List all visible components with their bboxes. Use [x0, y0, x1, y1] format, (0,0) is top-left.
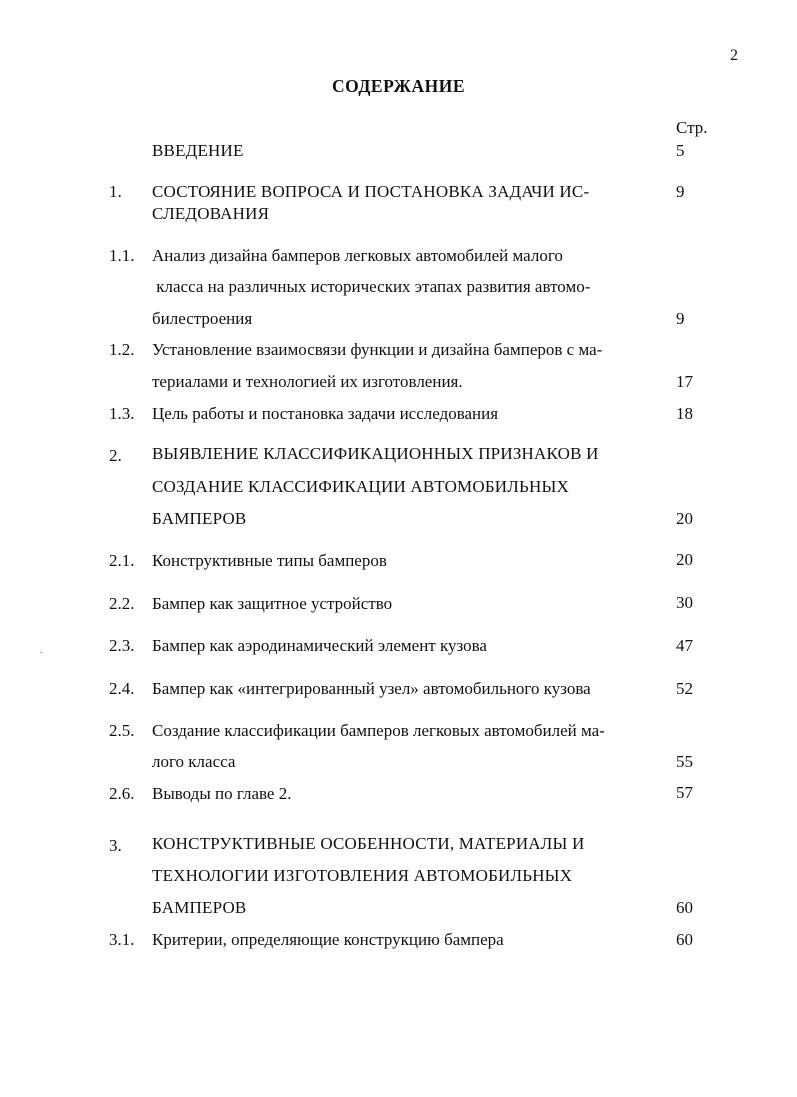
toc-entry-text: КОНСТРУКТИВНЫЕ ОСОБЕННОСТИ, МАТЕРИАЛЫ И	[152, 834, 585, 853]
toc-entry-text: Установление взаимосвязи функции и дизайна бамперов с ма-	[152, 340, 603, 359]
toc-entry-number: 2.1.	[109, 551, 135, 570]
toc-entry-text: билестроения	[152, 309, 253, 328]
toc-entry-text: Выводы по главе 2.	[152, 784, 292, 803]
toc-entry-text: БАМПЕРОВ	[152, 898, 247, 917]
toc-entry-text: БАМПЕРОВ	[152, 509, 247, 528]
toc-entry-text: Цель работы и постановка задачи исследования	[152, 404, 499, 423]
toc-entry-text: СОСТОЯНИЕ ВОПРОСА И ПОСТАНОВКА ЗАДАЧИ ИС-	[152, 182, 590, 201]
toc-entry-text: Бампер как аэродинамический элемент кузова	[152, 636, 487, 655]
toc-entry-number: 2.5.	[109, 721, 135, 740]
toc-entry-text: Создание классификации бамперов легковых автомобилей ма-	[152, 721, 605, 740]
toc-entry-number: 2.6.	[109, 784, 135, 803]
toc-entry-number: 3.	[109, 836, 122, 855]
toc-entry-text: Бампер как «интегрированный узел» автомобильного кузова	[152, 679, 591, 698]
toc-entry-number: 2.3.	[109, 636, 135, 655]
toc-entry-page: 5	[676, 141, 685, 160]
toc-entry-text: класса на различных исторических этапах развития автомо-	[152, 277, 591, 296]
toc-entry-number: 2.4.	[109, 679, 135, 698]
toc-entry-page: 17	[676, 372, 693, 391]
page-title: СОДЕРЖАНИЕ	[331, 76, 465, 96]
toc-entry-page: 57	[676, 783, 693, 802]
toc-entry-page: 60	[676, 930, 693, 949]
toc-entry-number: 2.2.	[109, 594, 135, 613]
toc-entry-page: 9	[676, 182, 685, 201]
toc-entry-page: 60	[676, 898, 693, 917]
toc-entry-text: ТЕХНОЛОГИИ ИЗГОТОВЛЕНИЯ АВТОМОБИЛЬНЫХ	[152, 866, 573, 885]
toc-entry-number: 3.1.	[109, 930, 135, 949]
toc-entry-text: Конструктивные типы бамперов	[152, 551, 387, 570]
toc-entry-text: Критерии, определяющие конструкцию бампера	[152, 930, 504, 949]
toc-entry-page: 55	[676, 752, 693, 771]
toc-entry-page: 20	[676, 509, 693, 528]
toc-entry-page: 47	[676, 636, 693, 655]
toc-entry-page: 30	[676, 593, 693, 612]
toc-entry-text: Бампер как защитное устройство	[152, 594, 393, 613]
margin-speck: .	[40, 645, 43, 656]
toc-entry-text: ВВЕДЕНИЕ	[152, 141, 244, 160]
page-number: 2	[730, 47, 738, 64]
toc-entry-text: лого класса	[152, 752, 236, 771]
toc-entry-text: СОЗДАНИЕ КЛАССИФИКАЦИИ АВТОМОБИЛЬНЫХ	[152, 477, 569, 496]
toc-entry-page: 18	[676, 404, 693, 423]
toc-entry-number: 1.3.	[109, 404, 135, 423]
toc-entry-number: 1.2.	[109, 340, 135, 359]
toc-entry-text: ВЫЯВЛЕНИЕ КЛАССИФИКАЦИОННЫХ ПРИЗНАКОВ И	[152, 444, 599, 463]
toc-entry-page: 9	[676, 309, 685, 328]
toc-entry-page: 20	[676, 550, 693, 569]
toc-entry-number: 1.1.	[109, 246, 135, 265]
toc-entry-text: Анализ дизайна бамперов легковых автомобилей малого	[152, 246, 563, 265]
page-column-label: Стр.	[676, 118, 708, 137]
toc-entry-number: 1.	[109, 182, 122, 201]
toc-entry-text: СЛЕДОВАНИЯ	[152, 204, 270, 223]
toc-entry-page: 52	[676, 679, 693, 698]
toc-entry-text: териалами и технологией их изготовления.	[152, 372, 463, 391]
toc-entry-number: 2.	[109, 446, 122, 465]
